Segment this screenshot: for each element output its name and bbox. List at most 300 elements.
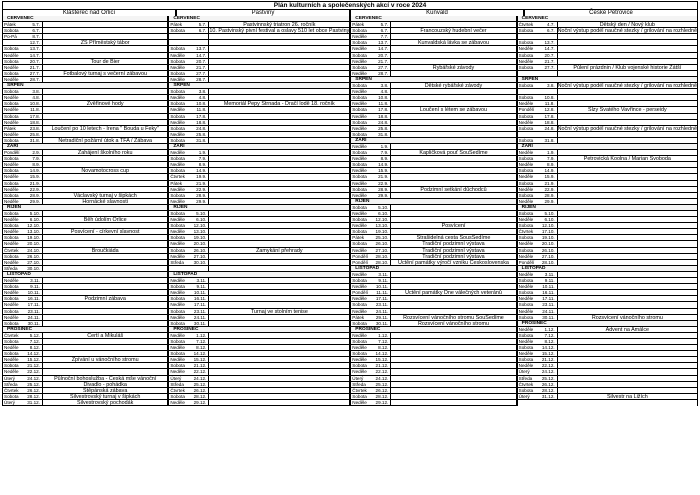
event-label: Tradiční podzimní výstava (422, 247, 485, 253)
day-label: Neděle (4, 278, 19, 284)
event-row (169, 400, 349, 406)
date-label: 21.9. (23, 181, 43, 186)
date-label: 10.11. (189, 290, 209, 295)
day-label: Úterý (518, 393, 530, 399)
date-label: 26.12. (538, 382, 558, 387)
day-label: Sobota (352, 302, 367, 308)
event-label: Václavský turnaj v šipkách (73, 192, 137, 198)
date-label: 26.10. (371, 241, 391, 246)
day-label: Sobota (352, 229, 367, 235)
date-label: 28.9. (189, 193, 209, 198)
event-label (558, 101, 697, 106)
date-label: 6.7. (538, 28, 558, 33)
event-label (391, 217, 515, 222)
month-label: ČERVENEC (355, 16, 382, 21)
day-label (169, 40, 189, 45)
calendar-column (350, 16, 516, 406)
day-label: Sobota (170, 351, 185, 357)
date-label: 8.7. (23, 34, 43, 39)
date-label: 18.8. (189, 120, 209, 125)
date-label: 24.8. (538, 126, 558, 131)
event-label: Rozsvícení vánočního stromu (417, 320, 489, 326)
day-label: Sobota (518, 83, 534, 89)
date-label: 24.11. (23, 315, 43, 320)
event-label (209, 107, 349, 112)
date-label: 7.9. (189, 156, 209, 161)
day-label: Sobota (4, 223, 19, 229)
day-label: Neděle (170, 399, 185, 405)
event-label (209, 46, 349, 51)
date-label: 3.8. (189, 89, 209, 94)
event-label (558, 53, 697, 58)
event-label: Rozsvícení vánočního stromu SouSedíme (403, 314, 504, 320)
event-label (209, 290, 349, 295)
day-label: Sobota (352, 150, 367, 156)
day-label: Neděle (4, 290, 19, 296)
event-label (209, 156, 349, 161)
date-label: 25.12. (189, 382, 209, 387)
date-label: 7.12. (23, 339, 43, 344)
event-label (391, 156, 515, 161)
date-label: 18.8. (23, 120, 43, 125)
date-label: 10.11. (371, 284, 391, 289)
day-label: Sobota (518, 40, 534, 46)
event-label (391, 101, 515, 106)
event-label (558, 46, 697, 51)
date-label: 24.12. (538, 369, 558, 374)
event-label (43, 351, 167, 356)
day-label: Neděle (352, 180, 367, 186)
date-label: 13.7. (23, 46, 43, 51)
month-label: SRPEN (355, 76, 372, 82)
date-label: 7.12. (371, 339, 391, 344)
date-label: 15.9. (23, 174, 43, 179)
day-label: Neděle (518, 174, 534, 180)
day-label: Neděle (518, 351, 534, 357)
month-label: PROSINEC (173, 326, 199, 332)
day-label: Sobota (518, 113, 534, 119)
day-label: Neděle (4, 241, 19, 247)
date-label: 8.9. (23, 162, 43, 167)
event-label: Advent na Amálce (605, 326, 650, 332)
day-label: Po-Pá (4, 34, 17, 40)
date-label: 29.12. (189, 400, 209, 405)
date-label: 9.11. (23, 284, 43, 289)
day-label: Neděle (352, 369, 367, 375)
date-label: 5.10. (371, 205, 391, 210)
calendar-column (168, 16, 350, 406)
event-label: Fotbalový turnaj s večerní zábavou (63, 70, 147, 76)
date-label: 11.8. (23, 107, 43, 112)
event-label (209, 40, 349, 45)
event-label (43, 266, 167, 271)
event-label (43, 156, 167, 161)
date-label: 27.7. (538, 65, 558, 70)
event-label (209, 193, 349, 198)
date-label: 11.8. (538, 101, 558, 106)
date-label: 28.10. (371, 260, 391, 265)
date-label: 21.12. (371, 363, 391, 368)
day-label: Sobota (170, 338, 185, 344)
day-label (518, 34, 538, 39)
event-label (558, 376, 697, 381)
date-label: 31.8. (371, 132, 391, 137)
event-label (391, 71, 515, 76)
date-label: 17.11. (371, 296, 391, 301)
date-label: 1.9. (189, 150, 209, 155)
event-label (391, 144, 515, 149)
day-label: Sobota (352, 204, 367, 210)
day-label: Sobota (518, 387, 534, 393)
day-label: Sobota (518, 180, 534, 186)
event-label (391, 89, 515, 94)
day-label: Sobota (352, 320, 367, 326)
event-label (558, 89, 697, 94)
date-label: 29.9. (23, 199, 43, 204)
day-label: Středa (170, 259, 184, 265)
day-label: Neděle (352, 70, 367, 76)
event-label (558, 302, 697, 307)
event-label: Kunvaldská lávka se zábavou (417, 40, 489, 46)
day-label: Neděle (4, 52, 19, 58)
day-label: Neděle (352, 156, 367, 162)
date-label: 8.9. (189, 162, 209, 167)
event-label: Uctění památky Dne válečných veteránů (405, 290, 502, 296)
event-label (209, 351, 349, 356)
day-label: Pondělí (352, 253, 368, 259)
event-label (558, 254, 697, 259)
date-label: 24.11. (538, 309, 558, 314)
event-label (209, 357, 349, 362)
date-label: 31.12. (538, 394, 558, 399)
event-label: Půlení prázdnin / Klub vojenské historie Zátší (573, 64, 682, 70)
date-label: 14.12. (189, 351, 209, 356)
event-label (558, 351, 697, 356)
day-label: Neděle (170, 95, 185, 101)
day-label: Úterý (4, 399, 15, 405)
day-label: Neděle (518, 284, 534, 290)
event-label: Novamotocross cup (81, 168, 129, 174)
date-label: 26.12. (371, 388, 391, 393)
event-label: Silvestrovský pochodák (77, 399, 134, 405)
day-label: Neděle (518, 271, 534, 277)
day-label: Sobota (518, 156, 534, 162)
event-label: Francouzský hudební večer (420, 28, 487, 34)
day-label: Neděle (4, 345, 19, 351)
event-label (43, 22, 167, 27)
column-header-klasterec: Klášterec nad Orlicí (2, 9, 176, 18)
event-label (43, 28, 167, 33)
day-label: Neděle (352, 308, 367, 314)
month-label: ŘÍJEN (7, 204, 22, 210)
date-label: 9.11. (538, 278, 558, 283)
date-label: 6.7. (189, 28, 209, 33)
date-label: 8.9. (538, 162, 558, 167)
month-label: ČERVENEC (7, 16, 34, 21)
day-label: Neděle (518, 162, 534, 168)
column-header-pastviny: Pastviny (176, 9, 350, 18)
day-label: Sobota (4, 284, 19, 290)
event-label: Divadlo - pohádka (83, 381, 127, 387)
date-label (189, 266, 209, 271)
event-label (391, 95, 515, 100)
event-label (209, 394, 349, 399)
event-label (209, 199, 349, 204)
date-label: 17.11. (23, 302, 43, 307)
event-label (391, 229, 515, 234)
event-label (558, 34, 697, 39)
event-label (558, 369, 697, 374)
day-label: Neděle (352, 345, 367, 351)
date-label: 15.9. (538, 174, 558, 179)
date-label: 1.12. (189, 333, 209, 338)
day-label: Sobota (170, 125, 185, 131)
event-label (391, 205, 515, 210)
date-label: 28.9. (23, 193, 43, 198)
date-label: 17.8. (23, 114, 43, 119)
event-label: Půlnoční bohoslužba - Česká mše vánoční (54, 375, 157, 381)
day-label: Sobota (170, 28, 185, 34)
day-label: Neděle (352, 357, 367, 363)
date-label: 17.8. (371, 107, 391, 112)
month-label: ŘÍJEN (355, 198, 370, 204)
date-label: 20.7. (189, 59, 209, 64)
event-label (43, 211, 167, 216)
date-label: 28.12. (23, 394, 43, 399)
event-label (43, 284, 167, 289)
day-label: Sobota (352, 186, 367, 192)
date-label: 22.9. (189, 187, 209, 192)
date-label: 17.10. (538, 229, 558, 234)
date-label: 4.8. (23, 95, 43, 100)
event-label (209, 369, 349, 374)
date-label: 17.8. (189, 114, 209, 119)
event-label (558, 187, 697, 192)
day-label: Pondělí (4, 150, 20, 156)
event-label (43, 363, 167, 368)
event-label (209, 363, 349, 368)
day-label: Sobota (352, 162, 367, 168)
event-label (43, 241, 167, 246)
date-label: 30.10. (23, 266, 43, 271)
day-label: Neděle (170, 76, 185, 82)
event-label (209, 53, 349, 58)
event-label (43, 260, 167, 265)
event-label (391, 168, 515, 173)
date-label: 25.8. (23, 132, 43, 137)
day-label: Čtvrtek (4, 247, 19, 253)
date-label: 12.10. (189, 223, 209, 228)
day-label: Neděle (518, 217, 534, 223)
month-label: SRPEN (173, 83, 190, 89)
day-label: Neděle (352, 113, 367, 119)
event-label (558, 150, 697, 155)
event-label (209, 333, 349, 338)
event-label (391, 174, 515, 179)
event-label (43, 132, 167, 137)
day-label: Neděle (352, 34, 367, 40)
month-label: LISTOPAD (173, 271, 198, 277)
date-label: 22.12. (538, 363, 558, 368)
day-label: Sobota (4, 101, 19, 107)
date-label: 22.12. (371, 369, 391, 374)
date-label: 7.7. (371, 34, 391, 39)
event-label (558, 40, 697, 45)
day-label: Neděle (4, 64, 19, 70)
event-label (209, 187, 349, 192)
event-label (391, 351, 515, 356)
day-label: Čtvrtek (518, 381, 534, 387)
event-label (209, 278, 349, 283)
date-label: 20.10. (23, 241, 43, 246)
event-label (209, 77, 349, 82)
date-label: 5.7. (23, 22, 43, 27)
day-label: Neděle (170, 186, 185, 192)
date-label: 24.8. (189, 126, 209, 131)
day-label: Neděle (4, 119, 19, 125)
day-label: Čtvrtek (170, 174, 185, 180)
date-label: 3.11. (23, 278, 43, 283)
date-label: 7.9. (371, 150, 391, 155)
date-label: 31.8. (538, 138, 558, 143)
day-label: Neděle (170, 290, 185, 296)
day-label: Neděle (170, 229, 185, 235)
day-label: Úterý (518, 369, 530, 375)
day-label: Pátek (170, 22, 183, 28)
event-label (391, 309, 515, 314)
date-label: 6.10. (189, 217, 209, 222)
event-label: Posvícení (441, 223, 466, 229)
date-label: 27.10. (23, 260, 43, 265)
date-label: 12.10. (538, 223, 558, 228)
day-label (3, 40, 23, 45)
event-label (209, 339, 349, 344)
event-label (209, 223, 349, 228)
date-label: 27.7. (371, 65, 391, 70)
day-label: Neděle (352, 101, 367, 107)
date-label: 14.12. (371, 351, 391, 356)
date-label: 7.12. (538, 333, 558, 338)
day-label: Neděle (352, 223, 367, 229)
date-label: 12.8. (538, 107, 558, 112)
event-label (391, 345, 515, 350)
date-label: 9.11. (189, 284, 209, 289)
day-label: Sobota (518, 290, 534, 296)
day-label: Sobota (352, 393, 367, 399)
day-label: Sobota (518, 278, 534, 284)
date-label: 19.9. (189, 174, 209, 179)
day-label: Sobota (518, 345, 534, 351)
day-label: Sobota (4, 211, 19, 216)
column-header-kunvald: Kunvald (350, 9, 524, 18)
month-label: ZÁŘÍ (7, 143, 19, 149)
date-label: 24.11. (371, 309, 391, 314)
day-label: Neděle (518, 46, 534, 52)
month-label: ČERVENEC (521, 16, 549, 21)
event-label: Noční výstup podél naučné stezky / grilování na rozhledně (557, 125, 697, 131)
event-label: Turnaj ve stolním tenise (250, 308, 308, 314)
event-label: Zpívání u vánočního stromu (71, 357, 139, 363)
day-label: Neděle (170, 332, 185, 338)
event-label: Štěpánská zábava (83, 387, 128, 393)
date-label: 6.10. (371, 211, 391, 216)
day-label (518, 132, 538, 137)
date-label: 6.10. (23, 217, 43, 222)
day-label: Neděle (518, 253, 534, 259)
day-label: Neděle (4, 302, 19, 308)
day-label: Neděle (170, 131, 185, 137)
event-label (391, 162, 515, 167)
event-label: Netradiční požární útok a TFA / Zábava (58, 137, 153, 143)
date-label: 23.11. (371, 302, 391, 307)
date-label: 13.10. (23, 229, 43, 234)
event-label: Rybářské závody (432, 64, 475, 70)
date-label: 21.12. (189, 363, 209, 368)
month-label: SRPEN (7, 83, 24, 89)
event-label (391, 376, 515, 381)
day-label: Neděle (518, 58, 534, 64)
date-label: 5.12. (23, 333, 43, 338)
day-label: Sobota (170, 156, 185, 162)
event-label: Hornácké slavnosti (82, 198, 128, 204)
event-label (43, 107, 167, 112)
event-label (558, 71, 697, 76)
event-label: Kapličková pouť SouSedíme (419, 150, 488, 156)
date-label: 30.11. (538, 315, 558, 320)
day-label: Neděle (518, 119, 534, 125)
day-label: Sobota (352, 107, 367, 113)
month-label: LISTOPAD (521, 265, 546, 271)
day-label: Čtvrtek (518, 229, 534, 235)
day-label: Neděle (170, 314, 185, 320)
day-label: Sobota (4, 180, 19, 186)
event-label (558, 248, 697, 253)
date-label: 22.12. (189, 369, 209, 374)
day-label: Neděle (170, 302, 185, 308)
month-label: LISTOPAD (355, 265, 380, 271)
date-label: 28.12. (538, 388, 558, 393)
date-label: 20.10. (189, 241, 209, 246)
date-label: 21.9. (538, 181, 558, 186)
event-label (209, 302, 349, 307)
date-label: 17.11. (538, 296, 558, 301)
date-label: 7.12. (189, 339, 209, 344)
date-label: 3.8. (23, 89, 43, 94)
event-label (558, 199, 697, 204)
day-label: Sobota (170, 363, 185, 369)
day-label: Neděle (352, 125, 367, 131)
date-label: 10.8. (538, 95, 558, 100)
event-label (209, 71, 349, 76)
date-label: 5.7. (189, 22, 209, 27)
event-label (209, 321, 349, 326)
date-label: 3.11. (538, 272, 558, 277)
event-label: Dětské rybářské závody (424, 83, 483, 89)
date-label: 24.10. (23, 248, 43, 253)
date-label: 14.9. (189, 168, 209, 173)
day-label: Neděle (352, 46, 367, 52)
event-label (43, 95, 167, 100)
day-label: Neděle (518, 101, 534, 107)
event-label: Noční výstup podél naučné stezky / grilování na rozhledně (557, 83, 697, 89)
day-label: Neděle (352, 89, 367, 95)
date-label: 5.10. (23, 211, 43, 216)
date-label: 11.8. (371, 101, 391, 106)
date-label (538, 132, 558, 137)
date-label (189, 34, 209, 39)
date-label: 13.7. (371, 40, 391, 45)
day-label: Neděle (518, 296, 534, 302)
